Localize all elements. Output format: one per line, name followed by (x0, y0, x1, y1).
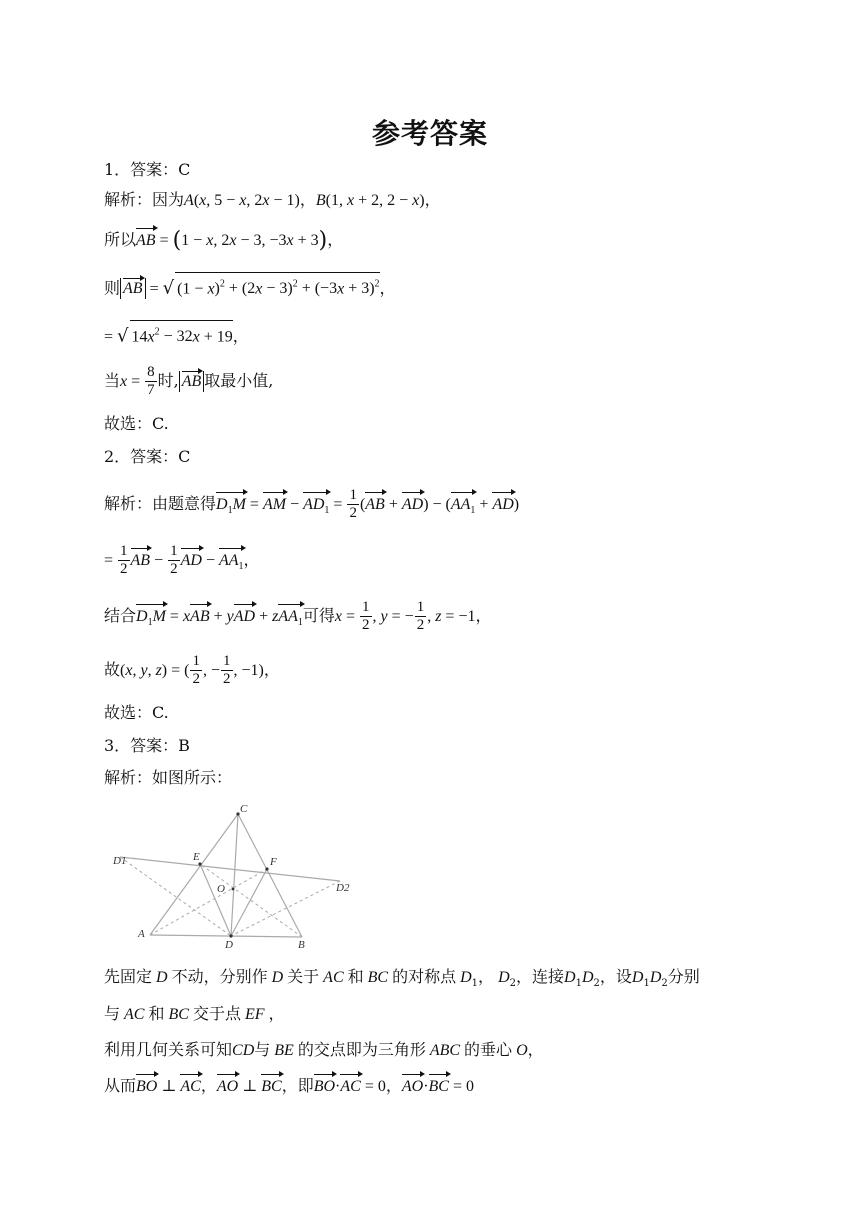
q2-analysis-line3: 结合$D_1M$ = xAB + yAD + zAA$_1$可得x = $\frac{1}{2}$ , y = − $\frac{1}{2}$ , z = −1， (104, 599, 491, 635)
label-d1: D1 (113, 855, 127, 867)
q1-analysis-line2: 所以AB = (1 − x, 2x − 3, −3x + 3)， (104, 228, 344, 253)
edge-ab (150, 935, 302, 937)
q2-analysis-line1: 解析：由题意得$D_1M$ = AM − $AD_1$ = $\frac{1}{2}$ $(AB + AD) - (AA_1 + AD)$ (104, 487, 519, 523)
edge-ac (150, 814, 238, 935)
q2-analysis-line2: = $\frac{1}{2}$ AB − $\frac{1}{2}$ AD − $AA_1$， (104, 543, 260, 579)
q3-analysis-label: 解析：如图所示： (104, 768, 233, 787)
q1-conclusion: 故选：C. (104, 414, 169, 433)
q1-analysis-line3: 则 AB = √ $(1 - x)^2 + (2x - 3)^2 + (-3x + 3)^2$， (104, 272, 396, 301)
q3-analysis-para3: 利用几何关系可知CD与 BE 的交点即为三角形 ABC 的垂心 O， (104, 1040, 544, 1059)
segment-de (200, 864, 231, 936)
q1-analysis-line5: 当x = $\frac{8}{7}$ 时, AB 取最小值, (104, 364, 274, 398)
label-d2: D2 (336, 882, 350, 894)
label-a: A (138, 928, 145, 940)
q1-answer: 1．答案：C (104, 160, 191, 179)
q3-analysis-para4: 从而BO ⊥ AC，AO ⊥ BC，即BO·AC = 0，AO·BC = 0 (104, 1074, 474, 1099)
label-c: C (240, 803, 248, 815)
q3-analysis-para2: 与 AC 和 BC 交于点 EF ， (104, 1004, 285, 1023)
dashed-d2d (231, 881, 340, 936)
label-d: D (225, 939, 233, 950)
geometry-figure (100, 798, 370, 950)
label-o: O (217, 883, 225, 895)
q2-analysis-line4: 故(x, y, z) = ( $\frac{1}{2}$ , − $\frac{1}{2}$ , −1)， (104, 653, 280, 687)
q1-analysis-line4: = √ $14x^2 - 32x + 19$， (104, 320, 249, 349)
label-f: F (270, 856, 277, 868)
label-b: B (298, 939, 305, 950)
q2-answer: 2．答案：C (104, 447, 191, 466)
line-d1d2 (120, 857, 340, 881)
q2-conclusion: 故选：C. (104, 703, 169, 722)
altitude-cd (231, 814, 238, 936)
q3-answer: 3．答案：B (104, 736, 190, 755)
q3-analysis-para1: 先固定 D 不动，分别作 D 关于 AC 和 BC 的对称点 $D_1$， $D_2$，连接$D_1D_2$，设$D_1D_2$分别 (104, 967, 700, 990)
q1-analysis-line1: 解析：因为A(x, 5 − x, 2x − 1)，B(1, x + 2, 2 − x)， (104, 190, 441, 209)
segment-df (231, 869, 267, 936)
label-e: E (193, 851, 200, 863)
page-title: 参考答案 (371, 117, 488, 150)
